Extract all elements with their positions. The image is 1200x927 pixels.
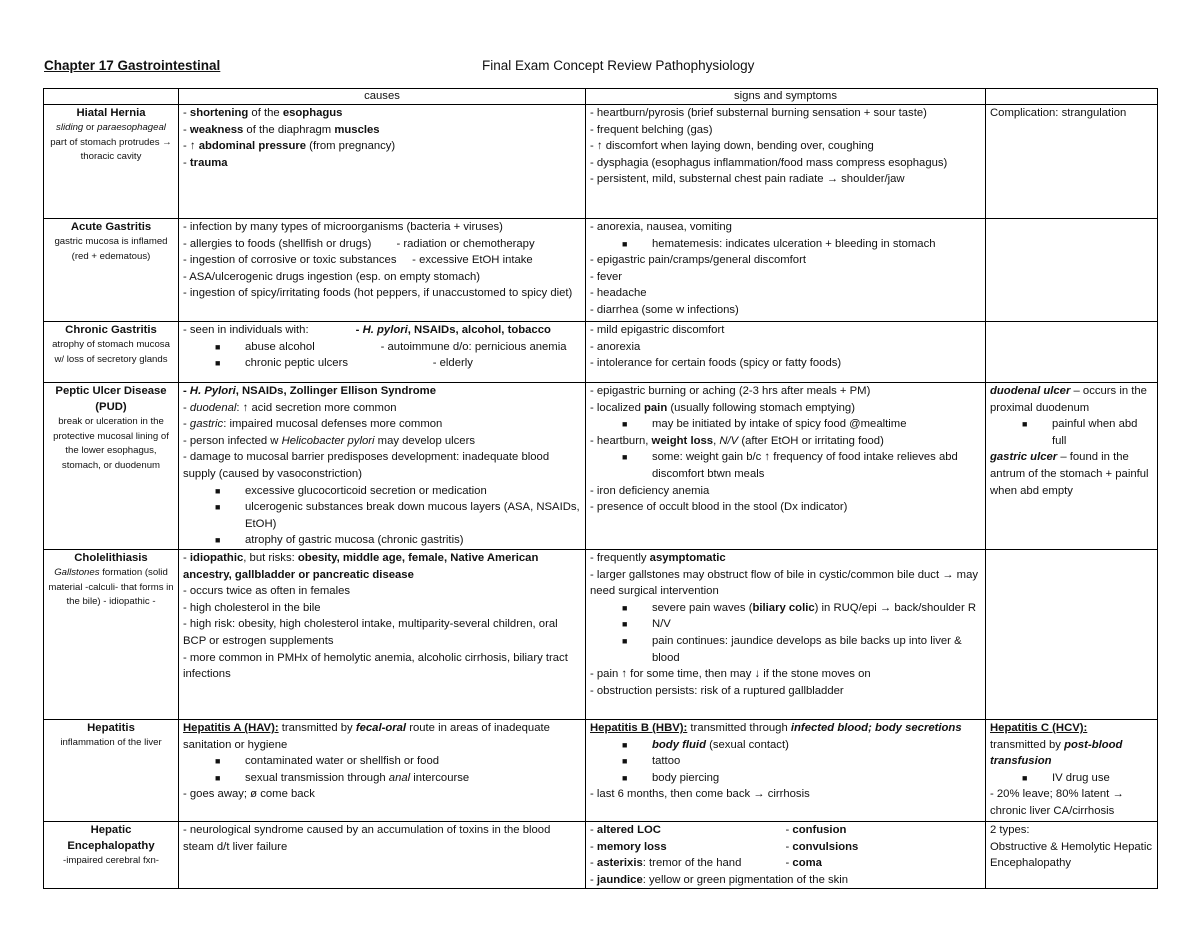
- causes-cell: [179, 550, 586, 720]
- causes-cell: [179, 383, 586, 550]
- topic-cell: [44, 219, 179, 322]
- sign-line: - epigastric pain/cramps/general discomfort: [590, 254, 806, 267]
- sign-line: ■ severe pain waves (biliary colic) in RUQ/epi → back/shoulder R: [590, 600, 981, 617]
- signs-cell: [586, 105, 986, 219]
- bullet-icon: ■: [215, 358, 221, 369]
- topic-cell: [44, 550, 179, 720]
- bullet-icon: ■: [215, 772, 221, 783]
- topic-cell: [44, 322, 179, 383]
- sign-line: ■ body piercing: [590, 770, 981, 787]
- note-line: duodenal ulcer – occurs in the proximal duodenum: [990, 385, 1151, 414]
- sign-line: - diarrhea (some w infections): [590, 303, 739, 316]
- cause-line: - allergies to foods (shellfish or drugs) - radiation or chemotherapy: [183, 237, 535, 250]
- causes-cell: [179, 822, 586, 889]
- topic-name: Cholelithiasis: [74, 552, 148, 564]
- signs-cell: [586, 720, 986, 822]
- note-line: - 20% leave; 80% latent → chronic liver CA/cirrhosis: [990, 788, 1127, 817]
- cause-line: - duodenal: ↑ acid secretion more common: [183, 401, 397, 414]
- topic-name: Hiatal Hernia: [76, 107, 146, 119]
- signs-cell: [586, 550, 986, 720]
- sign-line: - mild epigastric discomfort: [590, 324, 725, 336]
- signs-cell: [586, 822, 986, 889]
- cause-line: ■ atrophy of gastric mucosa (chronic gastritis): [183, 532, 581, 549]
- sign-line: - epigastric burning or aching (2-3 hrs after meals + PM): [590, 385, 871, 397]
- cause-line: ■ ulcerogenic substances break down mucous layers (ASA, NSAIDs, EtOH): [215, 501, 580, 530]
- notes-cell: [986, 822, 1158, 889]
- bullet-icon: ■: [215, 535, 221, 546]
- sign-line: ■ body fluid (sexual contact): [590, 737, 981, 754]
- cause-line: - ASA/ulcerogenic drugs ingestion (esp. on empty stomach): [183, 270, 481, 283]
- signs-cell: [586, 383, 986, 550]
- table-row: [44, 219, 1158, 322]
- note-line: gastric ulcer – found in the antrum of the stomach + painful when abd empty: [990, 451, 1152, 497]
- sign-line: - frequently asymptomatic: [590, 552, 726, 564]
- cause-line: ■ abuse alcohol - autoimmune d/o: pernicious anemia: [183, 339, 581, 356]
- note-line: ■ IV drug use: [990, 770, 1153, 787]
- topic-description: break or ulceration in the protective mucosal lining of the lower esophagus, stomach, or duodenum: [53, 416, 169, 471]
- sign-line: - headache: [590, 287, 647, 300]
- table-row: [44, 383, 1158, 550]
- notes-cell: [986, 720, 1158, 822]
- sign-line: - anorexia, nausea, vomiting: [590, 221, 732, 233]
- bullet-icon: ■: [622, 419, 628, 430]
- sign-line: ■ some: weight gain b/c ↑ frequency of food intake relieves abd discomfort btwn meals: [622, 451, 958, 480]
- cause-line: ■ excessive glucocorticoid secretion or medication: [183, 483, 581, 500]
- table-row: [44, 322, 1158, 383]
- bullet-icon: ■: [215, 341, 221, 352]
- cause-line: - ingestion of spicy/irritating foods (hot peppers, if unaccustomed to spicy diet): [183, 287, 573, 300]
- notes-cell: [986, 550, 1158, 720]
- causes-cell: [179, 322, 586, 383]
- note-line: Hepatitis C (HCV):: [990, 722, 1088, 734]
- table-row: [44, 720, 1158, 822]
- cause-line: - damage to mucosal barrier predisposes development: inadequate blood supply (caused by vasoconstriction): [183, 451, 553, 480]
- notes-cell: [986, 322, 1158, 383]
- sign-line: - fever: [590, 270, 623, 283]
- cause-line: - goes away; ø come back: [183, 788, 315, 801]
- sign-line: - iron deficiency anemia: [590, 484, 710, 497]
- note-line: ■ painful when abd full: [1022, 418, 1138, 447]
- topic-name: Chronic Gastritis: [65, 324, 157, 336]
- causes-cell: [179, 219, 586, 322]
- sign-line: - pain ↑ for some time, then may ↓ if the stone moves on: [590, 668, 871, 681]
- sign-line: ■ pain continues: jaundice develops as bile backs up into liver & blood: [622, 634, 962, 664]
- sign-line: - larger gallstones may obstruct flow of bile in cystic/common bile duct → may need surgical intervention: [590, 568, 982, 598]
- topic-cell: [44, 720, 179, 822]
- sign-line: - ↑ discomfort when laying down, bending over, coughing: [590, 140, 874, 153]
- topic-description: inflammation of the liver: [60, 737, 162, 748]
- cause-line: - weakness of the diaphragm muscles: [183, 123, 380, 136]
- causes-cell: [179, 720, 586, 822]
- header-causes: causes: [179, 89, 586, 105]
- sign-item: - altered LOC: [590, 824, 661, 836]
- header-notes: [986, 89, 1158, 105]
- cause-line: - high cholesterol in the bile: [183, 601, 321, 614]
- table-header-row: [44, 89, 1158, 105]
- sign-line: - last 6 months, then come back → cirrhosis: [590, 788, 810, 801]
- bullet-icon: ■: [622, 772, 628, 783]
- cause-line: ■ contaminated water or shellfish or food: [183, 753, 581, 770]
- sign-line: - heartburn/pyrosis (brief substernal burning sensation + sour taste): [590, 107, 927, 119]
- bullet-icon: ■: [1022, 419, 1028, 430]
- sign-line: ■ tattoo: [590, 753, 981, 770]
- topic-description: gastric mucosa is inflamed (red + edematous): [54, 236, 168, 262]
- document-subtitle: Final Exam Concept Review Pathophysiology: [482, 58, 755, 73]
- sign-item: - coma: [785, 857, 822, 870]
- bullet-icon: ■: [215, 502, 221, 513]
- bullet-icon: ■: [622, 602, 628, 613]
- note-line: Obstructive & Hemolytic Hepatic Encephalopathy: [990, 840, 1156, 870]
- cause-line: - seen in individuals with: - H. pylori, NSAIDs, alcohol, tobacco: [183, 324, 551, 336]
- cause-line: - ↑ abdominal pressure (from pregnancy): [183, 140, 396, 153]
- topic-name: Hepatic Encephalopathy: [67, 824, 155, 852]
- topic-name: Hepatitis: [87, 722, 135, 734]
- cause-line: - idiopathic, but risks: obesity, middle age, female, Native American ancestry, gallbladder or pancreatic disease: [183, 552, 542, 581]
- bullet-icon: ■: [622, 238, 628, 249]
- bullet-icon: ■: [215, 756, 221, 767]
- sign-line: ■ may be initiated by intake of spicy food @mealtime: [590, 416, 981, 433]
- header-topic: [44, 89, 179, 105]
- sign-item: - convulsions: [785, 840, 859, 853]
- table-body: [44, 105, 1158, 889]
- sign-line: ■ N/V: [590, 616, 981, 633]
- topic-name: Peptic Ulcer Disease (PUD): [55, 385, 167, 413]
- bullet-icon: ■: [1022, 772, 1028, 783]
- cause-line: - occurs twice as often in females: [183, 585, 351, 598]
- header-signs: signs and symptoms: [586, 89, 986, 105]
- topic-cell: [44, 822, 179, 889]
- chapter-title: Chapter 17 Gastrointestinal: [44, 58, 221, 73]
- topic-description: atrophy of stomach mucosa w/ loss of secretory glands: [52, 339, 170, 365]
- cause-line: - H. Pylori, NSAIDs, Zollinger Ellison Syndrome: [183, 385, 436, 397]
- bullet-icon: ■: [215, 485, 221, 496]
- note-line: Complication: strangulation: [990, 107, 1127, 119]
- sign-line: - frequent belching (gas): [590, 123, 713, 136]
- sign-line-pair: [590, 855, 981, 872]
- sign-line: ■ hematemesis: indicates ulceration + bleeding in stomach: [590, 236, 981, 253]
- notes-cell: [986, 383, 1158, 550]
- table-row: [44, 105, 1158, 219]
- cause-line: Hepatitis A (HAV): transmitted by fecal-oral route in areas of inadequate sanitation or hygiene: [183, 722, 554, 751]
- cause-line: - infection by many types of microorganisms (bacteria + viruses): [183, 221, 503, 233]
- cause-line: - neurological syndrome caused by an accumulation of toxins in the blood steam d/t liver failure: [183, 824, 554, 853]
- causes-cell: [179, 105, 586, 219]
- bullet-icon: ■: [622, 635, 628, 646]
- sign-line: - persistent, mild, substernal chest pain radiate → shoulder/jaw: [590, 173, 905, 186]
- sign-line: Hepatitis B (HBV): transmitted through infected blood; body secretions: [590, 722, 962, 734]
- sign-item: - confusion: [785, 824, 847, 836]
- sign-item: - asterixis: tremor of the hand: [590, 857, 742, 870]
- cause-line: - shortening of the esophagus: [183, 107, 343, 119]
- notes-cell: [986, 219, 1158, 322]
- bullet-icon: ■: [622, 739, 628, 750]
- topic-name: Acute Gastritis: [70, 221, 152, 233]
- note-line: 2 types:: [990, 824, 1030, 836]
- cause-line: - more common in PMHx of hemolytic anemia, alcoholic cirrhosis, biliary tract infections: [183, 651, 571, 681]
- topic-description: -impaired cerebral fxn-: [63, 855, 159, 866]
- signs-cell: [586, 322, 986, 383]
- sign-line: - jaundice: yellow or green pigmentation of the skin: [590, 873, 849, 886]
- cause-line: - person infected w Helicobacter pylori may develop ulcers: [183, 434, 475, 447]
- cause-line: - ingestion of corrosive or toxic substances - excessive EtOH intake: [183, 254, 533, 267]
- cause-line: - trauma: [183, 156, 228, 169]
- sign-item: - memory loss: [590, 840, 667, 853]
- cause-line: - high risk: obesity, high cholesterol intake, multiparity-several children, oral BCP or estrogen supplements: [183, 618, 561, 647]
- concept-review-table: [43, 88, 1158, 889]
- sign-line: - obstruction persists: risk of a ruptured gallbladder: [590, 684, 844, 697]
- topic-subtype: sliding or paraesophageal: [56, 122, 166, 133]
- note-line: transmitted by post-blood transfusion: [990, 738, 1126, 768]
- bullet-icon: ■: [622, 756, 628, 767]
- signs-cell: [586, 219, 986, 322]
- sign-line: - dysphagia (esophagus inflammation/food mass compress esophagus): [590, 156, 948, 169]
- topic-cell: [44, 383, 179, 550]
- sign-line: - presence of occult blood in the stool (Dx indicator): [590, 501, 848, 514]
- sign-line: - localized pain (usually following stomach emptying): [590, 401, 855, 414]
- notes-cell: [986, 105, 1158, 219]
- table-row: [44, 822, 1158, 889]
- sign-line: - heartburn, weight loss, N/V (after EtOH or irritating food): [590, 434, 884, 447]
- cause-line: - gastric: impaired mucosal defenses more common: [183, 418, 443, 431]
- bullet-icon: ■: [622, 619, 628, 630]
- sign-line: - anorexia: [590, 340, 641, 353]
- topic-description: Gallstones formation (solid material -calculi- that forms in the bile) - idiopathic -: [48, 567, 174, 608]
- sign-line: - intolerance for certain foods (spicy or fatty foods): [590, 357, 842, 370]
- sign-line-pair: [590, 839, 981, 856]
- table-row: [44, 550, 1158, 720]
- topic-description: part of stomach protrudes → thoracic cavity: [50, 136, 172, 163]
- topic-cell: [44, 105, 179, 219]
- bullet-icon: ■: [622, 452, 628, 463]
- sign-line-pair: [590, 822, 981, 839]
- cause-line: ■ chronic peptic ulcers - elderly: [183, 355, 581, 372]
- cause-line: ■ sexual transmission through anal intercourse: [183, 770, 581, 787]
